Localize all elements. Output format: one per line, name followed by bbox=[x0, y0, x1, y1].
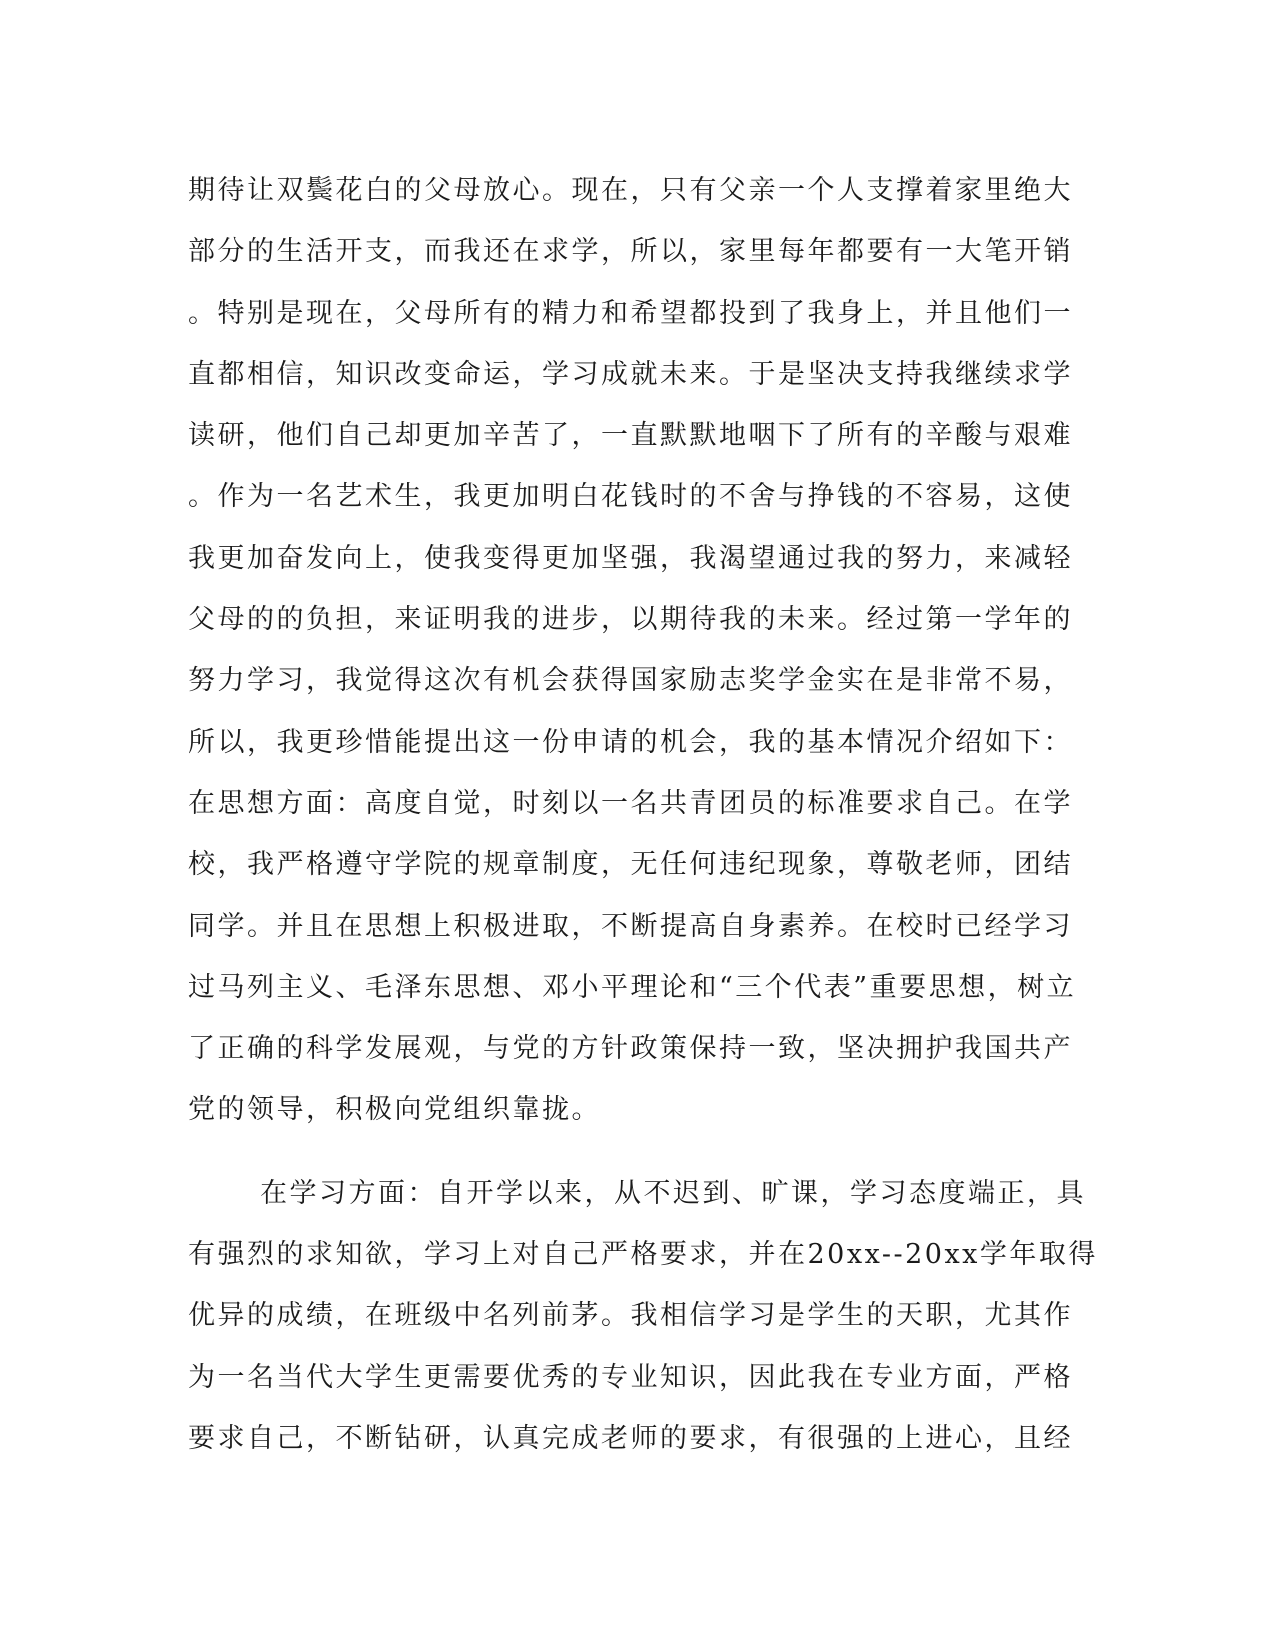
text-line: 我更加奋发向上，使我变得更加坚强，我渴望通过我的努力，来减轻 bbox=[188, 542, 1073, 574]
text-line: 。作为一名艺术生，我更加明白花钱时的不舍与挣钱的不容易，这使 bbox=[188, 481, 1073, 513]
text-line: 校，我严格遵守学院的规章制度，无任何违纪现象，尊敬老师，团结 bbox=[188, 849, 1073, 881]
text-line: 父母的的负担，来证明我的进步，以期待我的未来。经过第一学年的 bbox=[188, 604, 1073, 636]
paragraph-family-situation bbox=[188, 160, 1077, 1141]
text-line: 在思想方面：高度自觉，时刻以一名共青团员的标准要求自己。在学 bbox=[188, 787, 1073, 819]
paragraph-gap bbox=[188, 1141, 1068, 1163]
text-line: 部分的生活开支，而我还在求学，所以，家里每年都要有一大笔开销 bbox=[188, 236, 1073, 268]
text-line: 。特别是现在，父母所有的精力和希望都投到了我身上，并且他们一 bbox=[188, 297, 1073, 329]
text-line: 所以，我更珍惜能提出这一份申请的机会，我的基本情况介绍如下： bbox=[188, 726, 1073, 758]
text-line: 了正确的科学发展观，与党的方针政策保持一致，坚决拥护我国共产 bbox=[188, 1033, 1073, 1065]
text-line: 直都相信，知识改变命运，学习成就未来。于是坚决支持我继续求学 bbox=[188, 358, 1073, 390]
text-line: 要求自己，不断钻研，认真完成老师的要求，有很强的上进心，且经 bbox=[188, 1422, 1073, 1454]
text-line: 优异的成绩，在班级中名列前茅。我相信学习是学生的天职，尤其作 bbox=[188, 1300, 1073, 1332]
text-line: 努力学习，我觉得这次有机会获得国家励志奖学金实在是非常不易， bbox=[188, 665, 1073, 697]
text-line: 过马列主义、毛泽东思想、邓小平理论和“三个代表”重要思想，树立 bbox=[188, 971, 1077, 1003]
text-line: 为一名当代大学生更需要优秀的专业知识，因此我在专业方面，严格 bbox=[188, 1361, 1073, 1393]
document-body bbox=[188, 160, 1098, 1469]
text-line: 党的领导，积极向党组织靠拢。 bbox=[188, 1094, 601, 1126]
text-line: 有强烈的求知欲，学习上对自己严格要求，并在20xx--20xx学年取得 bbox=[188, 1239, 1098, 1271]
text-line-indented: 在学习方面：自开学以来，从不迟到、旷课，学习态度端正，具 bbox=[260, 1177, 1086, 1209]
text-line: 同学。并且在思想上积极进取，不断提高自身素养。在校时已经学习 bbox=[188, 910, 1073, 942]
text-line: 读研，他们自己却更加辛苦了，一直默默地咽下了所有的辛酸与艰难 bbox=[188, 420, 1073, 452]
text-line: 期待让双鬓花白的父母放心。现在，只有父亲一个人支撑着家里绝大 bbox=[188, 175, 1073, 206]
paragraph-study bbox=[188, 1163, 1098, 1469]
